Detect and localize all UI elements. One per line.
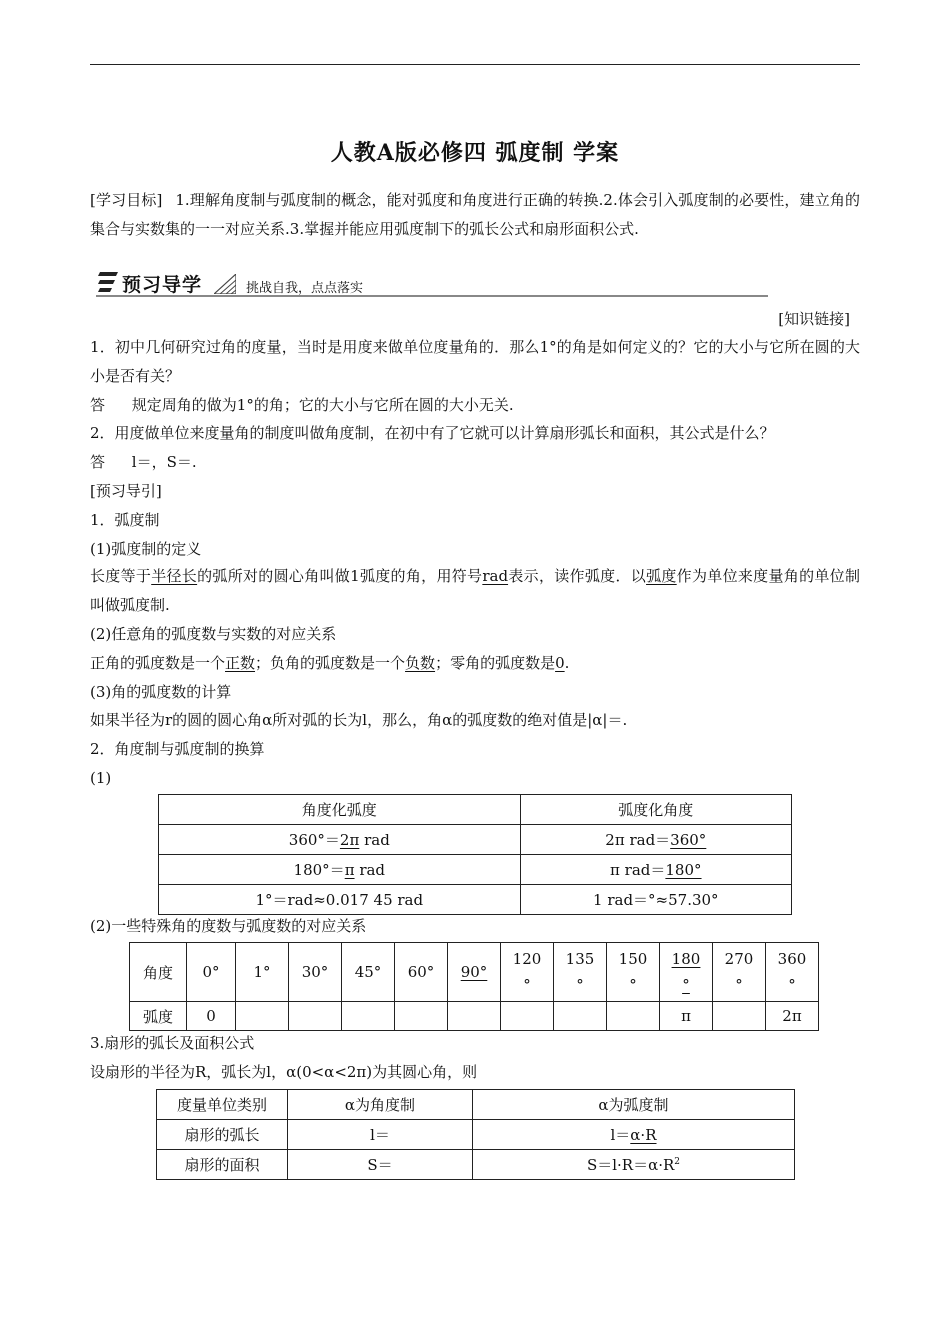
table-header: 角度化弧度 [159, 795, 521, 825]
table-header: 弧度 [130, 1002, 187, 1031]
page-title: 人教A版必修四 弧度制 学案 [330, 140, 620, 166]
table-cell: 180 ° [660, 943, 713, 1002]
table-cell: 360 ° [766, 943, 819, 1002]
conversion-table [158, 794, 792, 915]
table-row [157, 1090, 795, 1120]
correspondence-text [90, 651, 860, 675]
def-text-4: 作为单位来度量角的单位制叫做弧度制. [90, 567, 860, 614]
table-cell [395, 1002, 448, 1031]
table-cell [342, 1002, 395, 1031]
table-row [159, 795, 792, 825]
table-row [130, 943, 819, 1002]
corr-answer-2: 负数 [405, 654, 436, 672]
table-cell: l＝ [288, 1120, 473, 1150]
banner-title: 预习导学 [122, 274, 203, 296]
knowledge-link-label: [知识链接] [778, 310, 850, 328]
table-cell [236, 1002, 289, 1031]
question-2: 2．用度做单位来度量角的制度叫做角度制，在初中有了它就可以计算扇形弧长和面积，其公式是什么？ [90, 424, 775, 442]
corr-text-4: . [564, 654, 570, 672]
answer-1 [90, 393, 860, 417]
section-1-2-heading: (2)任意角的弧度数与实数的对应关系 [90, 625, 337, 643]
section-1-1-heading: (1)弧度制的定义 [90, 540, 202, 558]
table-cell: 1°＝rad≈0.017 45 rad [159, 885, 521, 915]
table-cell [607, 1002, 660, 1031]
table-cell: 60° [395, 943, 448, 1002]
table-cell: $S=l\cdot R=\alpha\cdot R^2$ [473, 1150, 795, 1180]
special-angles-table [129, 942, 819, 1031]
table-cell: 270 ° [713, 943, 766, 1002]
corr-answer-3: 0 [555, 654, 565, 672]
header-rule [90, 64, 860, 65]
section-3-description: 设扇形的半径为R，弧长为l，α(0<α<2π)为其圆心角，则 [90, 1063, 478, 1081]
corr-text-3: ；零角的弧度数是 [435, 654, 556, 672]
banner-rule [96, 295, 768, 297]
table-cell [713, 1002, 766, 1031]
table-cell [554, 1002, 607, 1031]
def-text-3: 表示，读作弧度．以 [508, 567, 647, 585]
objectives-text: 1.理解角度制与弧度制的概念，能对弧度和角度进行正确的转换.2.体会引入弧度制的必要性，建立角的集合与实数集的一一对应关系.3.掌握并能应用弧度制下的弧长公式和扇形面积公式. [90, 191, 860, 238]
table-cell: 180°＝π rad [159, 855, 521, 885]
table-cell [501, 1002, 554, 1031]
table-header: 度量单位类别 [157, 1090, 288, 1120]
sector-formula-table [156, 1089, 795, 1180]
answer-1-label: 答 [90, 396, 106, 414]
def-text-2: 的弧所对的圆心角叫做1弧度的角，用符号 [197, 567, 483, 585]
banner-subtitle: 挑战自我，点点落实 [246, 281, 364, 296]
table-cell: 扇形的弧长 [157, 1120, 288, 1150]
corr-text-1: 正角的弧度数是一个 [90, 654, 226, 672]
table-header: 弧度化角度 [520, 795, 791, 825]
table-row [159, 825, 792, 855]
table-cell: π rad＝180° [520, 855, 791, 885]
table-cell: 0° [187, 943, 236, 1002]
corr-answer-1: 正数 [225, 654, 256, 672]
table-header: α为角度制 [288, 1090, 473, 1120]
table-cell: 1° [236, 943, 289, 1002]
def-answer-1: 半径长 [151, 567, 198, 585]
radian-definition [90, 562, 860, 620]
learning-objectives [90, 186, 860, 244]
radian-calculation: 如果半径为r的圆的圆心角α所对弧的长为l，那么，角α的弧度数的绝对值是|α|＝. [90, 711, 628, 729]
table-cell: 1 rad＝°≈57.30° [520, 885, 791, 915]
table-row [157, 1150, 795, 1180]
section-2-2-heading: (2)一些特殊角的度数与弧度数的对应关系 [90, 917, 367, 935]
table-cell: 120 ° [501, 943, 554, 1002]
table-cell: π [660, 1002, 713, 1031]
def-text-1: 长度等于 [90, 567, 152, 585]
table-cell [289, 1002, 342, 1031]
triangle-hatch-icon [214, 274, 236, 294]
section-1-heading: 1．弧度制 [90, 511, 160, 529]
section-1-3-heading: (3)角的弧度数的计算 [90, 683, 232, 701]
table-header: 角度 [130, 943, 187, 1002]
section-3-heading: 3.扇形的弧长及面积公式 [90, 1034, 255, 1052]
objectives-label: [学习目标] [90, 191, 163, 209]
table-cell: 45° [342, 943, 395, 1002]
table-row [159, 855, 792, 885]
table-cell: 扇形的面积 [157, 1150, 288, 1180]
answer-2 [90, 450, 860, 474]
answer-2-label: 答 [90, 453, 106, 471]
table-cell: 30° [289, 943, 342, 1002]
table-cell: 90° [448, 943, 501, 1002]
table-cell: 360°＝2π rad [159, 825, 521, 855]
table-cell [448, 1002, 501, 1031]
table-row [159, 885, 792, 915]
table-row [130, 1002, 819, 1031]
corr-text-2: ；负角的弧度数是一个 [255, 654, 406, 672]
section-2-1-heading: (1) [90, 769, 112, 787]
table-cell: 0 [187, 1002, 236, 1031]
question-1: 1．初中几何研究过角的度量，当时是用度来做单位度量角的．那么1°的角是如何定义的？它的大小与它所在圆的大小是否有关？ [90, 338, 860, 385]
table-cell: 150 ° [607, 943, 660, 1002]
section-banner [96, 266, 768, 300]
section-2-heading: 2．角度制与弧度制的换算 [90, 740, 265, 758]
stripes-icon [98, 272, 118, 294]
table-cell: 2π [766, 1002, 819, 1031]
table-cell: l＝α·R [473, 1120, 795, 1150]
table-header: α为弧度制 [473, 1090, 795, 1120]
def-answer-3: 弧度 [646, 567, 677, 585]
table-cell: S＝ [288, 1150, 473, 1180]
table-cell: 135 ° [554, 943, 607, 1002]
table-cell: 2π rad＝360° [520, 825, 791, 855]
table-row [157, 1120, 795, 1150]
answer-2-text: l＝，S＝. [131, 453, 197, 471]
preview-guide-label: [预习导引] [90, 482, 162, 500]
answer-1-text: 规定周角的做为1°的角；它的大小与它所在圆的大小无关. [131, 396, 514, 414]
def-answer-2: rad [482, 567, 509, 585]
